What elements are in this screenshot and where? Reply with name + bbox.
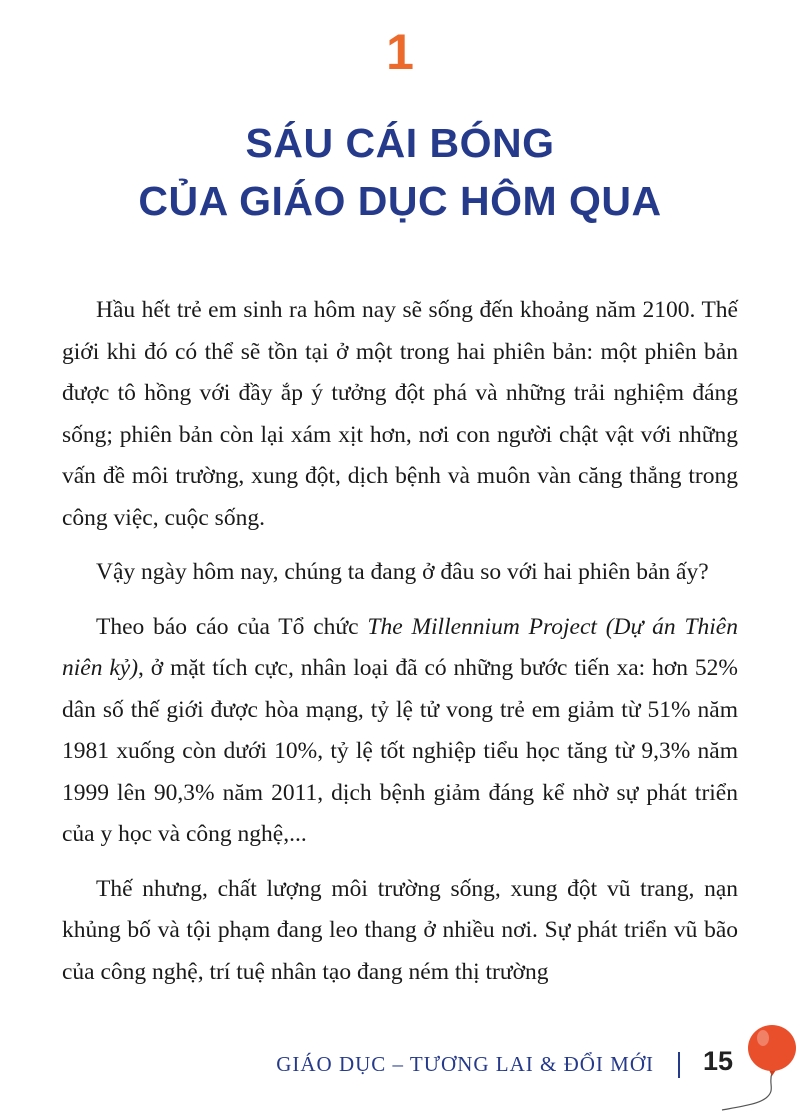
- project-name-italic: The Millennium Project (Dự án Thiên niên kỷ): [62, 613, 738, 681]
- running-title: GIÁO DỤC – TƯƠNG LAI & ĐỔI MỚI: [276, 1052, 654, 1076]
- paragraph-1: Hầu hết trẻ em sinh ra hôm nay sẽ sống đến khoảng năm 2100. Thế giới khi đó có thể sẽ tồn tại ở một trong hai phiên bản: một phiên bản được tô hồng với đầy ắp ý tưởng đột phá và những trải nghiệm đáng sống; phiên bản còn lại xám xịt hơn, nơi con người chật vật với những vấn đề môi trường, xung đột, dịch bệnh và muôn vàn căng thẳng trong công việc, cuộc sống.: [62, 297, 738, 531]
- chapter-number: 1: [386, 24, 414, 80]
- chapter-title-line-2: CỦA GIÁO DỤC HÔM QUA: [138, 178, 662, 224]
- page-footer: [0, 1042, 800, 1092]
- paragraph-3: [62, 607, 738, 856]
- body-text: [62, 290, 738, 1006]
- paragraph-3-end: , ở mặt tích cực, nhân loại đã có những bước tiến xa: hơn 52% dân số thế giới được hòa mạng, tỷ lệ tử vong trẻ em giảm từ 51% năm 1981 xuống còn dưới 10%, tỷ lệ tốt nghiệp tiểu học tăng từ 9,3% năm 1999 lên 90,3% năm 2011, dịch bệnh giảm đáng kể nhờ sự phát triển của y học và công nghệ,...: [62, 655, 738, 847]
- balloon-icon: [714, 1018, 800, 1112]
- footer-divider: [678, 1052, 680, 1078]
- paragraph-4: Thế nhưng, chất lượng môi trường sống, xung đột vũ trang, nạn khủng bố và tội phạm đang leo thang ở nhiều nơi. Sự phát triển vũ bão của công nghệ, trí tuệ nhân tạo đang ném thị trường: [62, 875, 738, 985]
- chapter-title-line-1: SÁU CÁI BÓNG: [245, 120, 555, 166]
- balloon-highlight: [757, 1030, 769, 1046]
- chapter-title: [0, 114, 800, 230]
- balloon-body: [748, 1025, 796, 1071]
- balloon-string: [722, 1073, 772, 1110]
- paragraph-3-start: Theo báo cáo của Tổ chức: [96, 613, 368, 640]
- page-number: 15: [703, 1046, 734, 1076]
- paragraph-2: Vậy ngày hôm nay, chúng ta đang ở đâu so với hai phiên bản ấy?: [96, 559, 709, 585]
